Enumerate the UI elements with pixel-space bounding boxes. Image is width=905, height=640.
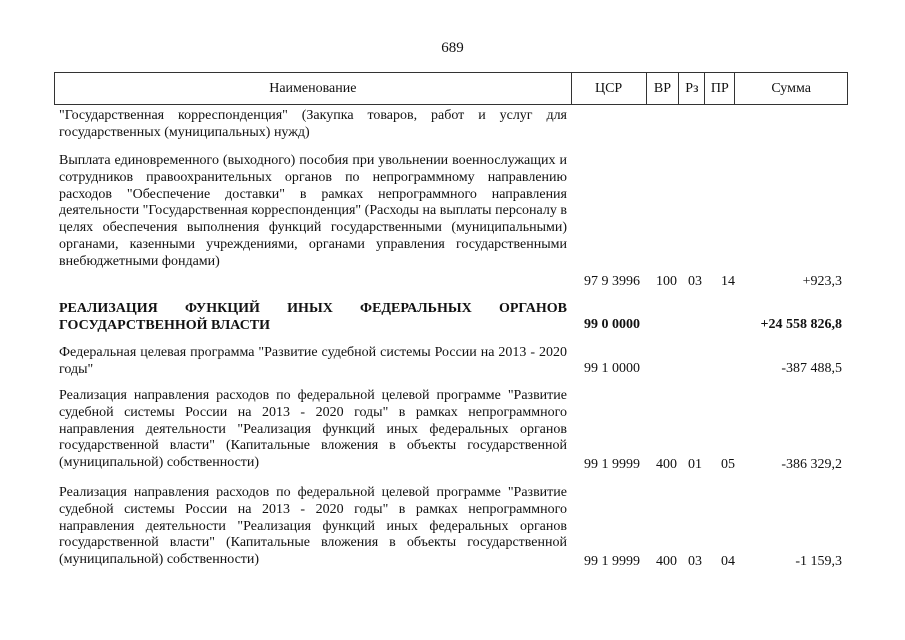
- row-csr: 99 1 9999: [584, 554, 640, 569]
- row-csr: 99 1 0000: [584, 361, 640, 376]
- row-sum: -1 159,3: [795, 554, 842, 569]
- row-rz: 01: [688, 457, 702, 472]
- column-header-csr: ЦСР: [572, 73, 647, 104]
- row-rz: 03: [688, 274, 702, 289]
- table-row: [54, 153, 848, 293]
- row-csr: 97 9 3996: [584, 274, 640, 289]
- row-sum: +923,3: [802, 274, 842, 289]
- column-header-vr: ВР: [647, 73, 680, 104]
- row-vr: 100: [656, 274, 677, 289]
- row-vr: 400: [656, 554, 677, 569]
- table-header: [54, 72, 848, 105]
- row-name: РЕАЛИЗАЦИЯ ФУНКЦИЙ ИНЫХ ФЕДЕРАЛЬНЫХ ОРГАНОВ ГОСУДАРСТВЕННОЙ ВЛАСТИ: [59, 301, 567, 333]
- column-header-pr: ПР: [705, 73, 735, 104]
- table-row: [54, 388, 848, 476]
- row-rz: 03: [688, 554, 702, 569]
- table-row: [54, 301, 848, 337]
- column-header-name: Наименование: [55, 73, 572, 104]
- row-pr: 05: [721, 457, 735, 472]
- column-header-sum: Сумма: [771, 80, 811, 96]
- row-sum: +24 558 826,8: [760, 317, 842, 332]
- row-name: Выплата единовременного (выходного) пособия при увольнении военнослужащих и сотрудников правоохранительных органов по непрограммному направлению расходов "Обеспечение доставки" в рамках непрограммного направления деятельности "Государственная корреспонденция" (Расходы на выплаты персоналу в целях обеспечения выполнения функций государственными (муниципальными) органами, казенными учреждениями, органами управления государственными внебюджетными фондами): [59, 153, 567, 269]
- row-pr: 14: [721, 274, 735, 289]
- table-row: [54, 485, 848, 573]
- row-name: Реализация направления расходов по федеральной целевой программе "Развитие судебной системы России на 2013 - 2020 годы" в рамках непрограммного направления деятельности "Реализация функций иных федеральных органов государственной власти" (Капитальные вложения в объекты государственной (муниципальной) собственности): [59, 388, 567, 471]
- row-sum: -386 329,2: [781, 457, 842, 472]
- page-number: 689: [441, 40, 464, 56]
- table-row: [54, 108, 848, 144]
- row-csr: 99 1 9999: [584, 457, 640, 472]
- row-name: "Государственная корреспонденция" (Закупка товаров, работ и услуг для государственных (муниципальных) нужд): [59, 108, 567, 140]
- table-row: [54, 345, 848, 381]
- column-header-rz: Рз: [679, 73, 705, 104]
- row-sum: -387 488,5: [781, 361, 842, 376]
- row-csr: 99 0 0000: [584, 317, 640, 332]
- row-vr: 400: [656, 457, 677, 472]
- row-name: Федеральная целевая программа "Развитие судебной системы России на 2013 - 2020 годы": [59, 345, 567, 377]
- row-name: Реализация направления расходов по федеральной целевой программе "Развитие судебной системы России на 2013 - 2020 годы" в рамках непрограммного направления деятельности "Реализация функций иных федеральных органов государственной власти" (Капитальные вложения в объекты государственной (муниципальной) собственности): [59, 485, 567, 568]
- row-pr: 04: [721, 554, 735, 569]
